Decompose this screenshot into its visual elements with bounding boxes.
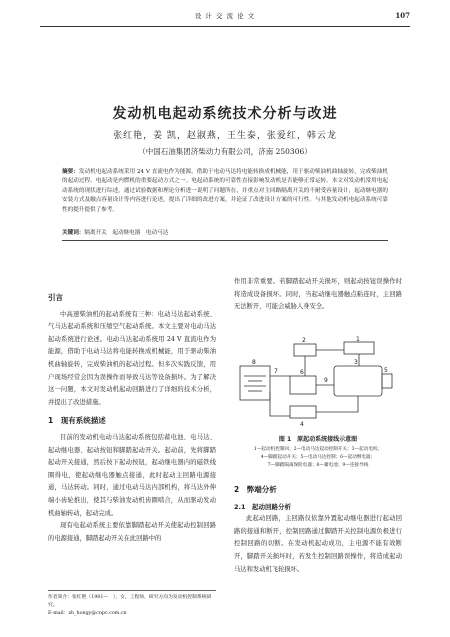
callout-3: 3 — [354, 359, 358, 366]
abstract-divider — [62, 240, 388, 241]
intro-heading: 引言 — [48, 293, 63, 302]
battery-box — [240, 366, 270, 400]
callout-2: 2 — [302, 337, 306, 344]
pinion — [382, 374, 392, 388]
section21-paragraph: 此起动回路，主回路仅依靠外置起动继电器进行起动回路的接通和断开，控制回路通过脚踏开关控制电源负极进行控制回路的切断。在发动机起动成功，主电源不能有效断开，脚踏开关损坏时，若发生控制回路误操作，将造成起动马达和发动机飞轮损坏。 — [234, 515, 402, 573]
intro-paragraph: 中高速柴油机的起动系统有三种：电动马达起动系统、气马达起动系统和压缩空气起动系统。本文主要对电动马达起动系统进行论述。电动马达起动系统用 24 V 直流电作为能源，借助于电动马达将电能转换成机械能，用于驱动柴油机曲轴旋转，完成柴油机的起动过程。但多次实践反馈，用户现场经常会因为误操作而导致马达等设备损坏。为了解决这一问题，本文对发动机起动回路进行了详细的技术分析，并提出了改进措施。 — [48, 310, 216, 406]
starter-motor — [334, 366, 382, 396]
footnote-email: E-mail：zh_hongy@cnpc.com.cn — [48, 611, 127, 616]
abstract-label: 摘要： — [62, 169, 79, 175]
keywords-label: 关键词： — [62, 230, 85, 236]
abstract-text: 发动机电起动系统采用 24 V 直流电作为能源，借助于电动马达将电能转换成机械能，用于驱动柴油机曲轴旋转，完成柴油机的起动过程。电起动是内燃机的重要起动方式之一。电起动系统的可靠性直接影响发动机是否能够正常运转。本文对发动机常用电起动系统的现状进行综述，通过试验数据和理论分析进一说明了问题所在，并重点对主回路隔离开关的不耐受容量设计，起动继电器的安装方式及触点容量设计等内容进行论述，提出了详细的改进方案，并论证了改进设计方案的可行性。与其他发动机电起动系统可靠性的提升提供了参考。 — [62, 169, 388, 213]
page-number: 107 — [395, 11, 410, 20]
journal-section: 设 计 交 流 论 文 — [194, 12, 256, 20]
figure-caption: 图 1 原起动系统接线示意图 — [278, 436, 358, 443]
legend-line-1: 1—起动机控制回；2—电动马达起动控制开关；3—起动电机； — [253, 447, 383, 452]
legend-line-2: 4—脚踏起动开关；5—电动马达控制；6—起动继电器； — [260, 455, 376, 460]
callout-1: 1 — [356, 336, 360, 343]
section1-heading: 1 现有系统描述 — [48, 416, 106, 426]
legend-line-3: 7—脚踏隔离保险电器；8—蓄电池；9—连接导线 — [267, 463, 369, 468]
footnote-author: 作者简介：张红艳（1981— ），女，工程师，研究方向为发动机控制系统研究。 — [48, 595, 212, 608]
callout-7: 7 — [274, 368, 278, 375]
section2-block — [234, 478, 402, 576]
figure-legend — [234, 446, 402, 470]
author-footnote — [48, 590, 216, 618]
paper-title: 发动机电起动系统技术分析与改进 — [112, 106, 338, 122]
callout-8: 8 — [252, 359, 256, 366]
callout-9: 9 — [324, 377, 328, 384]
affiliation: （中国石油集团济柴动力有限公司，济南 250306） — [138, 147, 312, 156]
keywords — [62, 228, 388, 236]
control-box — [344, 342, 374, 354]
foot-switch-box — [290, 406, 316, 418]
section21-heading: 2.1 起动回路分析 — [234, 502, 292, 511]
keywords-text: 隔离开关 起动继电器 电动马达 — [84, 230, 169, 236]
start-button-box — [294, 344, 316, 356]
right-column-continuation: 作用非常重要。若脚踏起动开关损坏，则起动按钮误操作时将造成设备损坏。同时，当起动继电器触点粘连时，主回路无法断开，可能会威胁人身安全。 — [234, 278, 402, 311]
author-list: 张红艳，姜 凯，赵淑燕，王生泰，张爱红，韩云龙 — [113, 131, 337, 141]
left-column — [48, 286, 216, 545]
section2-heading: 2 弊端分析 — [234, 485, 277, 494]
abstract — [62, 168, 388, 215]
wiring-diagram — [234, 336, 402, 428]
callout-4: 4 — [300, 421, 304, 428]
section1-paragraph-1: 目前的发动机电动马达起动系统包括蓄电池、电马达、起动继电器、起动按钮和脚踏起动开关。起动前，先将脚踏起动开关接通，然后按下起动按钮，起动继电器内的磁铁线圈得电，使起动继电器触点接通，此时起动主回路电源接通，马达转动。同时，通过电动马达内部机构，将马达外伸端小齿轮推出，使其与柴油发动机齿圈啮合，从而驱动发动机曲轴转动，起动完成。 — [48, 433, 216, 517]
running-header — [40, 10, 410, 27]
callout-5: 5 — [384, 367, 388, 374]
relay-box — [290, 376, 316, 394]
callout-6: 6 — [300, 369, 304, 376]
section1-paragraph-2: 现有电起动系统主要依靠脚踏起动开关使起动控制回路的电源接通，脚踏起动开关在此回路中的 — [48, 522, 216, 542]
